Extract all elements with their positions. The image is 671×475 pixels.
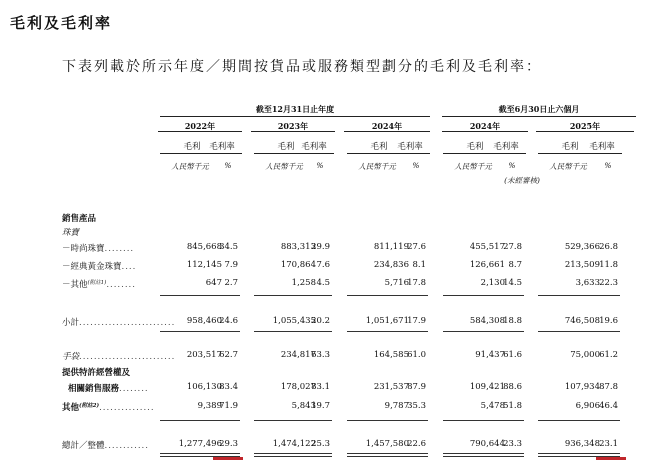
subtotal-rule [390,295,428,296]
unit-label-pct: % [316,161,324,170]
cell-gross-profit: 107,934 [564,382,600,392]
cell-gross-profit: 5,478 [480,401,505,411]
highlight-mark [596,457,626,460]
cell-gross-margin: 62.7 [219,350,238,360]
cell-gross-profit: 213,509 [564,260,600,270]
cell-gross-profit: 5,716 [384,278,409,288]
col-header-underline [582,153,622,154]
year-underline [251,131,335,132]
cell-gross-margin: 19.7 [311,401,330,411]
cell-gross-margin: 23.3 [503,439,522,449]
col-header-gross-profit: 毛利 [561,142,579,152]
unit-label-pct: % [412,161,420,170]
cell-gross-profit: 811,119 [373,242,409,252]
cell-gross-margin: 8.1 [412,260,426,270]
col-header-gross-margin: 毛利率 [209,142,235,152]
cell-gross-margin: 61.2 [599,350,618,360]
cell-gross-profit: 958,460 [186,316,222,326]
col-header-underline [390,153,430,154]
year-header: 2022年 [184,121,216,131]
cell-gross-profit: 203,517 [186,350,222,360]
col-header-gross-profit: 毛利 [466,142,484,152]
row-label-other-jewelry: －其他$^{(附註1)}$........ [62,280,136,290]
cell-gross-profit: 9,787 [384,401,409,411]
cell-gross-margin: 51.8 [503,401,522,411]
cell-gross-margin: 17.9 [407,316,426,326]
unit-label-pct: % [604,161,612,170]
cell-gross-margin: 63.3 [311,350,330,360]
cell-gross-margin: 27.6 [407,242,426,252]
cell-gross-profit: 234,817 [280,350,316,360]
cell-gross-margin: 2.7 [224,278,238,288]
cell-gross-profit: 2,130 [480,278,505,288]
cell-gross-margin: 7.6 [316,260,330,270]
section-label-jewelry: 珠寶 [62,228,80,238]
cell-gross-margin: 88.6 [503,382,522,392]
cell-gross-profit: 9,389 [197,401,222,411]
cell-gross-profit: 790,644 [469,439,505,449]
year-header: 2024年 [371,121,403,131]
total-double-rule [390,453,428,457]
year-underline [536,131,634,132]
cell-gross-profit: 845,668 [186,242,222,252]
cell-gross-profit: 584,308 [469,316,505,326]
cell-gross-profit: 455,517 [469,242,505,252]
col-header-gross-margin: 毛利率 [301,142,327,152]
cell-gross-profit: 178,027 [280,382,316,392]
intro-text: 下表列載於所示年度／期間按貨品或服務類型劃分的毛利及毛利率： [62,59,542,75]
cell-gross-margin: 35.3 [407,401,426,411]
subtotal-rule [486,295,524,296]
cell-gross-profit: 1,051,671 [365,316,409,326]
year-underline [442,131,528,132]
cell-gross-margin: 83.1 [311,382,330,392]
col-header-gross-margin: 毛利率 [493,142,519,152]
cell-gross-profit: 1,258 [291,278,316,288]
cell-gross-margin: 23.1 [599,439,618,449]
unit-label-pct: % [224,161,232,170]
total-double-rule [486,453,524,457]
cell-gross-profit: 6,906 [575,401,600,411]
cell-gross-profit: 234,836 [373,260,409,270]
total-rule [294,420,332,421]
total-rule [486,420,524,421]
subtotal-bottom-rule [294,331,332,332]
period-header-jun30: 截至6月30日止六個月 [498,104,580,114]
cell-gross-margin: 83.4 [219,382,238,392]
cell-gross-profit: 126,661 [469,260,505,270]
cell-gross-margin: 7.9 [224,260,238,270]
subtotal-rule [294,295,332,296]
row-label-handbags: 手袋.......................... [62,352,176,362]
cell-gross-profit: 1,474,122 [272,439,316,449]
year-underline [158,131,242,132]
cell-gross-margin: 87.8 [599,382,618,392]
cell-gross-profit: 106,130 [186,382,222,392]
row-label-franchise: 提供特許經營權及 [62,368,131,378]
cell-gross-margin: 27.8 [503,242,522,252]
cell-gross-margin: 34.5 [219,242,238,252]
cell-gross-profit: 883,313 [280,242,316,252]
cell-gross-margin: 71.9 [219,401,238,411]
cell-gross-margin: 46.4 [599,401,618,411]
cell-gross-margin: 4.5 [316,278,330,288]
cell-gross-profit: 75,000 [570,350,600,360]
unit-label-rmb: 人民幣千元 [358,162,396,171]
col-header-underline [202,153,242,154]
year-header: 2023年 [277,121,309,131]
cell-gross-margin: 25.3 [311,439,330,449]
cell-gross-profit: 231,537 [373,382,409,392]
unaudited-label: (未經審核) [504,176,540,185]
unit-label-pct: % [508,161,516,170]
cell-gross-margin: 8.7 [508,260,522,270]
period-underline [442,116,636,117]
cell-gross-profit: 529,366 [564,242,600,252]
col-header-underline [294,153,334,154]
cell-gross-margin: 29.9 [311,242,330,252]
row-label-classic-gold-jewelry: －經典黃金珠寶.... [62,262,137,272]
cell-gross-margin: 26.8 [599,242,618,252]
col-header-underline [486,153,526,154]
total-rule [582,420,620,421]
total-rule [390,420,428,421]
period-underline [160,116,430,117]
cell-gross-margin: 22.3 [599,278,618,288]
cell-gross-profit: 112,145 [186,260,222,270]
section-label-sales-products: 銷售產品 [62,214,97,224]
cell-gross-profit: 3,633 [575,278,600,288]
unit-label-rmb: 人民幣千元 [171,162,209,171]
unit-label-rmb: 人民幣千元 [454,162,492,171]
subtotal-bottom-rule [486,331,524,332]
row-label-subtotal: 小計.......................... [62,318,176,328]
cell-gross-margin: 61.6 [503,350,522,360]
cell-gross-margin: 14.5 [503,278,522,288]
subtotal-bottom-rule [582,331,620,332]
cell-gross-profit: 1,055,435 [272,316,316,326]
col-header-gross-margin: 毛利率 [589,142,615,152]
col-header-gross-profit: 毛利 [183,142,201,152]
cell-gross-profit: 5,843 [291,401,316,411]
cell-gross-margin: 18.8 [503,316,522,326]
subtotal-bottom-rule [202,331,240,332]
total-rule [202,420,240,421]
year-underline [344,131,430,132]
year-header: 2024年 [469,121,501,131]
cell-gross-margin: 22.6 [407,439,426,449]
row-label-fashion-jewelry: －時尚珠寶........ [62,244,135,254]
cell-gross-margin: 24.6 [219,316,238,326]
row-label-related-sales-services: 相關銷售服務........ [68,384,149,394]
cell-gross-margin: 61.0 [407,350,426,360]
cell-gross-margin: 17.8 [407,278,426,288]
cell-gross-profit: 1,457,580 [365,439,409,449]
cell-gross-margin: 20.2 [311,316,330,326]
cell-gross-profit: 647 [205,278,222,288]
cell-gross-profit: 936,348 [564,439,600,449]
period-header-dec31: 截至12月31日止年度 [255,104,335,114]
cell-gross-profit: 746,508 [564,316,600,326]
col-header-gross-profit: 毛利 [277,142,295,152]
highlight-mark [213,457,243,460]
subtotal-rule [582,295,620,296]
cell-gross-profit: 164,585 [373,350,409,360]
cell-gross-profit: 91,437 [475,350,505,360]
cell-gross-margin: 87.9 [407,382,426,392]
cell-gross-margin: 11.8 [599,260,618,270]
cell-gross-profit: 170,864 [280,260,316,270]
total-double-rule [294,453,332,457]
cell-gross-margin: 19.6 [599,316,618,326]
row-label-others: 其他$^{(附註2)}$............... [62,403,155,413]
unit-label-rmb: 人民幣千元 [549,162,587,171]
cell-gross-profit: 109,421 [469,382,505,392]
subtotal-bottom-rule [390,331,428,332]
col-header-gross-margin: 毛利率 [397,142,423,152]
col-header-gross-profit: 毛利 [370,142,388,152]
cell-gross-margin: 29.3 [219,439,238,449]
unit-label-rmb: 人民幣千元 [265,162,303,171]
year-header: 2025年 [569,121,601,131]
cell-gross-profit: 1,277,496 [178,439,222,449]
section-heading: 毛利及毛利率 [10,14,113,32]
row-label-total: 總計／整體............ [62,441,149,451]
subtotal-rule [202,295,240,296]
